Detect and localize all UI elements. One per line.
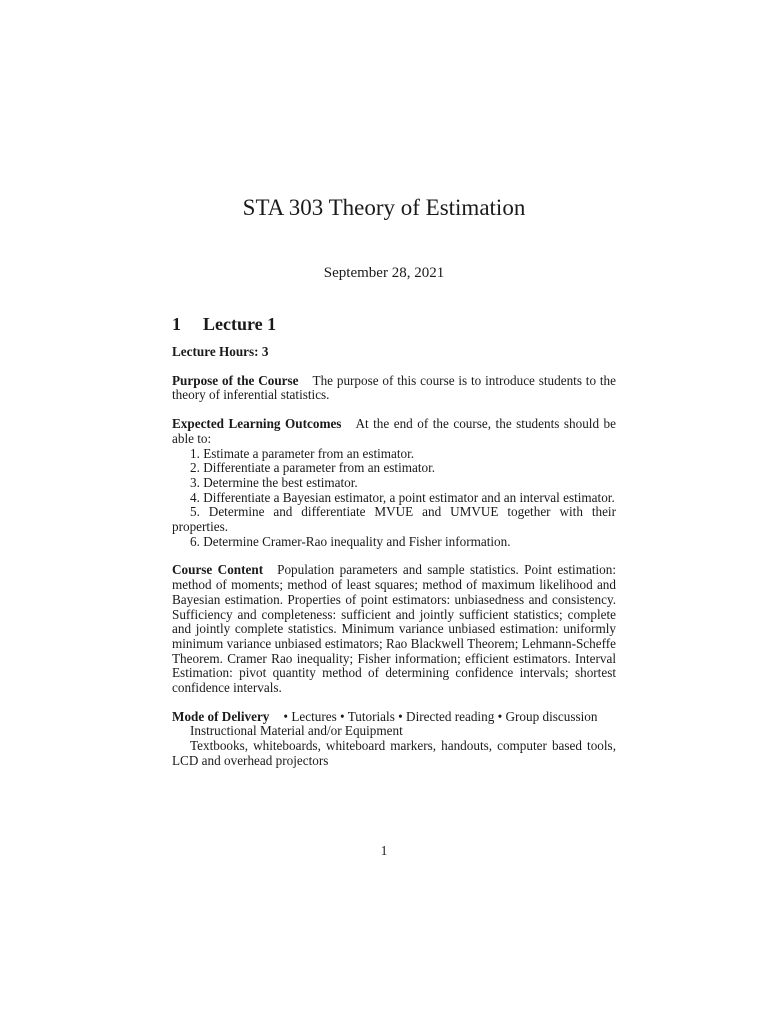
list-item: 3. Determine the best estimator.: [190, 474, 358, 490]
document-body: [172, 312, 616, 769]
section-number: 1: [172, 314, 181, 334]
content-text: Population parameters and sample statistics. Point estimation: method of moments; method of least squares; method of maximum likelihood and Bayesian estimation. Properties of point estimators: unbiasedness and consistency. Sufficiency and completeness: sufficient and jointly sufficient statistics; complete and jointly complete statistics. Minimum variance unbiased estimation: uniformly minimum variance unbiased estimators; Rao Blackwell Theorem; Lehmann-Scheffe Theorem. Cramer Rao inequality; Fisher information; efficient estimators. Interval Estimation: pivot quantity method of determining confidence intervals; shortest confidence intervals.: [172, 562, 616, 696]
materials-label: Instructional Material and/or Equipment: [190, 723, 403, 739]
content-heading: Course Content: [172, 562, 264, 578]
document-date: September 28, 2021: [323, 265, 445, 281]
document-title: STA 303 Theory of Estimation: [242, 195, 526, 220]
page-number: 1: [380, 843, 388, 858]
purpose-text: The purpose of this course is to introduce students to the theory of inferential statistics.: [172, 372, 616, 403]
section-title: Lecture 1: [203, 314, 277, 334]
outcomes-heading: Expected Learning Outcomes: [172, 416, 342, 432]
section-heading: [172, 312, 616, 336]
list-item: 4. Differentiate a Bayesian estimator, a point estimator and an interval estimator.: [190, 489, 615, 505]
list-item: 2. Differentiate a parameter from an estimator.: [190, 460, 436, 476]
outcomes-paragraph: [172, 417, 616, 446]
list-item: 5. Determine and differentiate MVUE and UMVUE together with their properties.: [172, 504, 616, 535]
outcomes-intro: At the end of the course, the students should be able to:: [172, 416, 617, 446]
lecture-hours: Lecture Hours: 3: [172, 344, 269, 359]
materials-text: Textbooks, whiteboards, whiteboard markers, handouts, computer based tools, LCD and overhead projectors: [172, 738, 616, 768]
content-paragraph: [172, 563, 616, 695]
delivery-heading: Mode of Delivery: [172, 708, 270, 724]
outcomes-list: [172, 447, 616, 550]
list-item: 1. Estimate a parameter from an estimator.: [190, 445, 415, 461]
purpose-heading: Purpose of the Course: [172, 372, 299, 388]
delivery-paragraph: [172, 710, 616, 725]
purpose-paragraph: [172, 374, 616, 403]
delivery-text: • Lectures • Tutorials • Directed reading • Group discussion: [283, 708, 598, 724]
list-item: 6. Determine Cramer-Rao inequality and Fisher information.: [190, 533, 511, 549]
